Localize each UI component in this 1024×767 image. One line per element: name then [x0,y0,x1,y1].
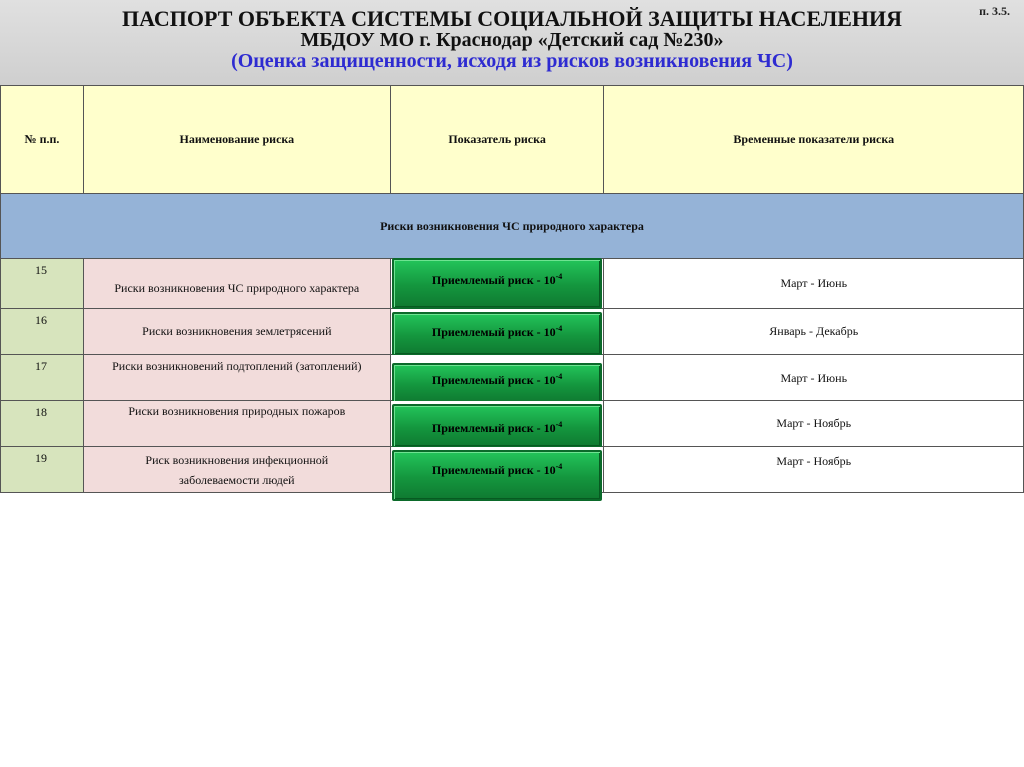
risk-name: Риски возникновения ЧС природного характера [83,259,390,309]
slide-header [0,0,1024,86]
table-row [1,309,1024,355]
table-row [1,401,1024,447]
column-header-risk-name: Наименование риска [83,86,390,194]
risk-indicator-text: Приемлемый риск - 10 [431,325,556,339]
column-header-time-indicators: Временные показатели риска [604,86,1024,194]
risk-exponent: -4 [555,420,563,429]
subtitle: (Оценка защищенности, исходя из рисков возникновения ЧС) [231,50,793,72]
risk-exponent: -4 [555,324,563,333]
risk-exponent: -4 [555,372,563,381]
risk-name: Риски возникновения природных пожаров [83,401,390,447]
risk-indicator-cell [390,401,604,447]
row-number [1,355,84,401]
row-number-text: 17 [35,359,47,373]
risk-name: Риски возникновений подтоплений (затоплений) [83,355,390,401]
risk-indicator-text: Приемлемый риск - 10 [431,463,556,477]
row-number [1,259,84,309]
risk-indicator-text: Приемлемый риск - 10 [431,373,556,387]
risk-table [0,85,1024,493]
table-row [1,447,1024,493]
column-header-number: № п.п. [1,86,84,194]
time-indicator: Март - Июнь [604,355,1024,401]
risk-indicator-badge [392,312,603,356]
table-row [1,259,1024,309]
risk-indicator-badge [392,450,603,501]
risk-indicator-badge [392,404,603,448]
row-number-text: 15 [35,263,47,277]
row-number [1,309,84,355]
time-indicator: Март - Ноябрь [604,401,1024,447]
row-number [1,447,84,493]
risk-indicator-cell [390,447,604,493]
row-number-text: 16 [35,313,47,327]
risk-name: Риск возникновения инфекционной заболеваемости людей [83,447,390,493]
title-line-2: МБДОУ МО г. Краснодар «Детский сад №230» [300,29,724,51]
risk-name: Риски возникновения землетрясений [83,309,390,355]
row-number-text: 18 [35,405,47,419]
risk-indicator-badge [392,258,603,309]
time-indicator: Январь - Декабрь [604,309,1024,355]
risk-exponent: -4 [555,272,563,281]
risk-indicator-cell [390,355,604,401]
column-header-risk-indicator: Показатель риска [390,86,604,194]
risk-indicator-badge [392,363,603,404]
section-row [1,194,1024,259]
risk-exponent: -4 [555,462,563,471]
time-indicator: Март - Ноябрь [604,447,1024,493]
table-row [1,355,1024,401]
row-number [1,401,84,447]
risk-indicator-cell [390,259,604,309]
risk-indicator-text: Приемлемый риск - 10 [431,421,556,435]
section-title: Риски возникновения ЧС природного характера [1,194,1024,259]
time-indicator: Март - Июнь [604,259,1024,309]
title-line-1: ПАСПОРТ ОБЪЕКТА СИСТЕМЫ СОЦИАЛЬНОЙ ЗАЩИТЫ НАСЕЛЕНИЯ [121,6,903,31]
row-number-text: 19 [35,451,47,465]
table-header-row [1,86,1024,194]
page-reference: п. 3.5. [979,4,1010,18]
risk-indicator-cell [390,309,604,355]
risk-indicator-text: Приемлемый риск - 10 [431,273,556,287]
